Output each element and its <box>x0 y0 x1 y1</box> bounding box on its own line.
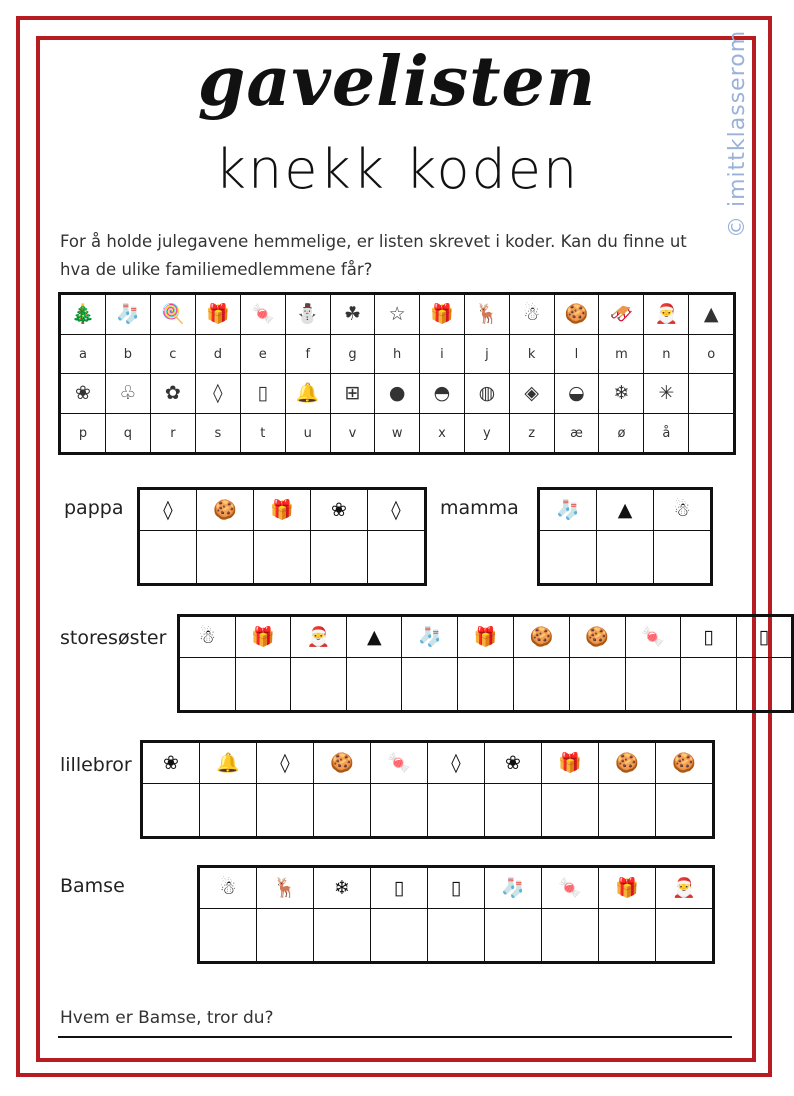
snowflake-icon: ❄ <box>334 876 350 899</box>
candy-cane-icon: 🍭 <box>161 303 185 325</box>
key-letter-i: i <box>419 335 464 374</box>
santa-icon: 🎅 <box>654 303 679 325</box>
peppermint-icon: 🍬 <box>387 751 411 774</box>
label-storesoster: storesøster <box>60 627 167 649</box>
stocking-icon: 🧦 <box>501 876 525 899</box>
key-letter-e: e <box>240 335 285 374</box>
gift-icon: 🎁 <box>206 303 230 325</box>
word-icon-cell <box>654 489 712 531</box>
word-table-storesoster <box>177 614 794 713</box>
snowflake-alt-icon: ✳ <box>658 382 675 404</box>
word-icon-row <box>142 742 714 784</box>
card-icon: ▯ <box>450 876 462 899</box>
answer-letter-box[interactable] <box>539 531 597 585</box>
answer-letter-box[interactable] <box>139 531 197 585</box>
key-icon-cell <box>599 294 644 335</box>
santa-hat-icon: ◒ <box>568 382 585 404</box>
key-icon-cell <box>150 374 195 414</box>
cookie-icon: 🍪 <box>615 751 639 774</box>
key-icon-cell <box>464 374 509 414</box>
key-icon-cell <box>419 374 464 414</box>
key-icon-cell <box>105 294 150 335</box>
key-letter-x: x <box>419 414 464 454</box>
word-icon-cell <box>199 867 257 909</box>
answer-letter-box[interactable] <box>368 531 426 585</box>
key-icon-cell <box>464 294 509 335</box>
key-letter-z: z <box>509 414 554 454</box>
word-icon-cell <box>314 867 371 909</box>
label-lillebror: lillebror <box>60 754 132 776</box>
key-icon-cell <box>554 294 599 335</box>
word-icon-cell <box>485 867 542 909</box>
present-box-icon: 🎁 <box>615 876 639 899</box>
answer-letter-box[interactable] <box>542 784 599 838</box>
word-icon-cell <box>257 742 314 784</box>
key-empty-cell <box>689 414 735 454</box>
answer-letter-box[interactable] <box>314 909 371 963</box>
tree-cake-icon: ▲ <box>703 303 719 325</box>
key-icon-cell <box>195 374 240 414</box>
wreath-icon: ❀ <box>505 751 521 774</box>
star-icon: ☆ <box>388 303 406 325</box>
word-icon-row <box>139 489 426 531</box>
reindeer-icon: 🦌 <box>475 303 499 325</box>
answer-letter-box[interactable] <box>257 909 314 963</box>
cookie-icon: 🍪 <box>585 625 609 648</box>
answer-letter-box[interactable] <box>200 784 257 838</box>
key-letter-y: y <box>464 414 509 454</box>
cookie-icon: 🍪 <box>672 751 696 774</box>
answer-letter-box[interactable] <box>599 909 656 963</box>
word-table-bamse <box>197 865 715 964</box>
answer-letter-box[interactable] <box>311 531 368 585</box>
word-table-mamma <box>537 487 713 586</box>
answer-letter-box[interactable] <box>428 909 485 963</box>
bell-icon: 🔔 <box>216 751 240 774</box>
key-letter-p: p <box>60 414 106 454</box>
word-icon-cell <box>681 616 736 658</box>
card-icon: ▯ <box>703 625 714 648</box>
word-icon-cell <box>402 616 458 658</box>
key-letter-s: s <box>195 414 240 454</box>
cookie-icon: 🍪 <box>330 751 354 774</box>
word-icon-cell <box>371 742 428 784</box>
word-icon-cell <box>656 742 714 784</box>
snowflake-icon: ❄ <box>613 382 630 404</box>
present-box-icon: 🎁 <box>270 498 294 521</box>
tree-icon: 🎄 <box>71 303 95 325</box>
answer-letter-box[interactable] <box>257 784 314 838</box>
key-icon-cell <box>60 294 106 335</box>
key-letter-d: d <box>195 335 240 374</box>
word-icon-cell <box>599 867 656 909</box>
answer-letter-box[interactable] <box>458 658 514 712</box>
key-letter-l: l <box>554 335 599 374</box>
card-icon: ▯ <box>257 382 269 404</box>
word-icon-cell <box>197 489 254 531</box>
stocking-icon: 🧦 <box>116 303 140 325</box>
word-answer-row <box>142 784 714 838</box>
cookie-icon: 🍪 <box>213 498 237 521</box>
card-icon: ▯ <box>393 876 405 899</box>
peppermint-icon: 🍬 <box>558 876 582 899</box>
key-icon-row <box>60 374 735 414</box>
key-icon-cell <box>195 294 240 335</box>
ornament-icon: ● <box>388 382 406 404</box>
code-key-table <box>58 292 736 455</box>
light-bulb-icon: ◊ <box>280 751 290 774</box>
word-icon-cell <box>597 489 654 531</box>
tree-cake-icon: ▲ <box>617 498 633 521</box>
key-icon-cell <box>285 294 330 335</box>
key-letter-t: t <box>240 414 285 454</box>
key-letter-n: n <box>644 335 689 374</box>
answer-letter-box[interactable] <box>599 784 656 838</box>
word-icon-cell <box>142 742 200 784</box>
word-icon-cell <box>368 489 426 531</box>
key-icon-cell <box>375 374 420 414</box>
key-letter-j: j <box>464 335 509 374</box>
key-icon-row <box>60 294 735 335</box>
page-subtitle: knekk koden <box>214 138 580 201</box>
stocking-icon: 🧦 <box>556 498 580 521</box>
key-letter-m: m <box>599 335 644 374</box>
word-icon-cell <box>139 489 197 531</box>
answer-letter-box[interactable] <box>485 784 542 838</box>
key-letter-row <box>60 414 735 454</box>
key-icon-cell <box>150 294 195 335</box>
word-icon-cell <box>347 616 402 658</box>
bell-icon: 🔔 <box>295 382 320 404</box>
word-answer-row <box>179 658 793 712</box>
present-box-icon: 🎁 <box>473 625 498 648</box>
word-icon-cell <box>254 489 311 531</box>
word-answer-row <box>539 531 712 585</box>
cookie-icon: 🍪 <box>564 303 589 325</box>
question-text: Hvem er Bamse, tror du? <box>60 1008 274 1028</box>
light-bulb-icon: ◊ <box>391 498 401 521</box>
key-icon-cell <box>60 374 106 414</box>
light-bulb-icon: ◊ <box>213 382 223 404</box>
holly-icon: ☘ <box>344 303 362 325</box>
page-title: gavelisten <box>197 42 597 122</box>
answer-letter-box[interactable] <box>314 784 371 838</box>
word-icon-cell <box>539 489 597 531</box>
word-icon-cell <box>257 867 314 909</box>
santa-icon: 🎅 <box>306 625 331 648</box>
word-table-pappa <box>137 487 427 586</box>
word-icon-cell <box>625 616 681 658</box>
key-icon-cell <box>375 294 420 335</box>
tree-cake-icon: ▲ <box>366 625 382 648</box>
peppermint-icon: 🍬 <box>641 625 665 648</box>
word-icon-cell <box>200 742 257 784</box>
key-icon-cell <box>330 374 375 414</box>
word-icon-cell <box>736 616 792 658</box>
answer-letter-box[interactable] <box>402 658 458 712</box>
light-bulb-icon: ◊ <box>163 498 173 521</box>
word-icon-cell <box>371 867 428 909</box>
key-icon-cell <box>509 374 554 414</box>
reindeer-icon: 🦌 <box>273 876 297 899</box>
word-icon-cell <box>514 616 570 658</box>
word-icon-cell <box>314 742 371 784</box>
key-letter-ø: ø <box>599 414 644 454</box>
key-letter-row <box>60 335 735 374</box>
wreath-icon: ❀ <box>75 382 91 404</box>
word-icon-cell <box>428 867 485 909</box>
answer-letter-box[interactable] <box>542 909 599 963</box>
key-icon-cell <box>240 374 285 414</box>
word-icon-cell <box>458 616 514 658</box>
key-letter-o: o <box>689 335 735 374</box>
answer-letter-box[interactable] <box>199 909 257 963</box>
word-table-lillebror <box>140 740 715 839</box>
sleigh-icon: 🛷 <box>609 303 634 325</box>
present-box-icon: 🎁 <box>251 625 275 648</box>
key-letter-h: h <box>375 335 420 374</box>
answer-letter-box[interactable] <box>485 909 542 963</box>
key-empty-cell <box>689 374 735 414</box>
key-icon-cell <box>644 374 689 414</box>
key-icon-cell <box>599 374 644 414</box>
gingerbread-icon: ☃ <box>673 498 691 521</box>
angel-icon: ♧ <box>119 382 137 404</box>
key-letter-g: g <box>330 335 375 374</box>
key-icon-cell <box>105 374 150 414</box>
word-icon-cell <box>542 867 599 909</box>
answer-letter-box[interactable] <box>656 784 714 838</box>
key-icon-cell <box>509 294 554 335</box>
light-bulb-icon: ◊ <box>451 751 461 774</box>
bauble-icon: ◈ <box>524 382 539 404</box>
intro-text: For å holde julegavene hemmelige, er listen skrevet i koder. Kan du finne ut hva de ulike familiemedlemmene får? <box>60 232 687 279</box>
key-letter-r: r <box>150 414 195 454</box>
word-icon-cell <box>656 867 714 909</box>
key-icon-cell <box>689 294 735 335</box>
answer-letter-box[interactable] <box>371 909 428 963</box>
answer-letter-box[interactable] <box>179 658 236 712</box>
key-icon-cell <box>554 374 599 414</box>
word-icon-cell <box>311 489 368 531</box>
hat-icon: ◓ <box>433 382 451 404</box>
answer-letter-box[interactable] <box>235 658 291 712</box>
snowman-icon: ⛄ <box>295 303 320 325</box>
key-icon-cell <box>419 294 464 335</box>
card-icon: ▯ <box>758 625 770 648</box>
key-letter-æ: æ <box>554 414 599 454</box>
word-icon-cell <box>428 742 485 784</box>
word-answer-row <box>139 531 426 585</box>
key-letter-c: c <box>150 335 195 374</box>
answer-letter-box[interactable] <box>625 658 681 712</box>
key-icon-cell <box>330 294 375 335</box>
key-letter-å: å <box>644 414 689 454</box>
santa-icon: 🎅 <box>672 876 696 899</box>
word-icon-row <box>199 867 714 909</box>
word-icon-cell <box>235 616 291 658</box>
key-letter-f: f <box>285 335 330 374</box>
key-icon-cell <box>240 294 285 335</box>
answer-letter-box[interactable] <box>197 531 254 585</box>
key-icon-cell <box>644 294 689 335</box>
key-letter-q: q <box>105 414 150 454</box>
word-icon-cell <box>291 616 347 658</box>
gingerbread-icon: ☃ <box>523 303 541 325</box>
answer-letter-box[interactable] <box>681 658 736 712</box>
answer-letter-box[interactable] <box>597 531 654 585</box>
key-letter-w: w <box>375 414 420 454</box>
answer-letter-box[interactable] <box>291 658 347 712</box>
stocking-icon: 🧦 <box>418 625 442 648</box>
key-letter-u: u <box>285 414 330 454</box>
word-icon-cell <box>179 616 236 658</box>
word-icon-row <box>539 489 712 531</box>
window-icon: ⊞ <box>344 382 361 404</box>
copyright-watermark: © imittklasserom <box>725 29 750 238</box>
key-letter-a: a <box>60 335 106 374</box>
answer-letter-box[interactable] <box>736 658 792 712</box>
answer-letter-box[interactable] <box>656 909 714 963</box>
answer-letter-box[interactable] <box>371 784 428 838</box>
key-icon-cell <box>285 374 330 414</box>
label-mamma: mamma <box>440 497 519 519</box>
wreath-icon: ❀ <box>331 498 347 521</box>
answer-letter-box[interactable] <box>254 531 311 585</box>
answer-line[interactable] <box>58 1036 732 1038</box>
gingerbread-icon: ☃ <box>198 625 216 648</box>
snowglobe-icon: ◍ <box>478 382 496 404</box>
word-icon-row <box>179 616 793 658</box>
label-bamse: Bamse <box>60 875 125 897</box>
peppermint-icon: 🍬 <box>250 303 275 325</box>
wreath-icon: ❀ <box>163 751 179 774</box>
answer-letter-box[interactable] <box>514 658 570 712</box>
label-pappa: pappa <box>64 497 124 519</box>
word-icon-cell <box>569 616 625 658</box>
present-box-icon: 🎁 <box>558 751 582 774</box>
bow-icon: ✿ <box>164 382 181 404</box>
word-answer-row <box>199 909 714 963</box>
key-letter-v: v <box>330 414 375 454</box>
answer-letter-box[interactable] <box>142 784 200 838</box>
word-icon-cell <box>542 742 599 784</box>
answer-letter-box[interactable] <box>654 531 712 585</box>
word-icon-cell <box>599 742 656 784</box>
present-box-icon: 🎁 <box>430 303 454 325</box>
cookie-icon: 🍪 <box>529 625 554 648</box>
answer-letter-box[interactable] <box>569 658 625 712</box>
answer-letter-box[interactable] <box>347 658 402 712</box>
answer-letter-box[interactable] <box>428 784 485 838</box>
word-icon-cell <box>485 742 542 784</box>
key-letter-k: k <box>509 335 554 374</box>
key-letter-b: b <box>105 335 150 374</box>
gingerbread-icon: ☃ <box>219 876 237 899</box>
